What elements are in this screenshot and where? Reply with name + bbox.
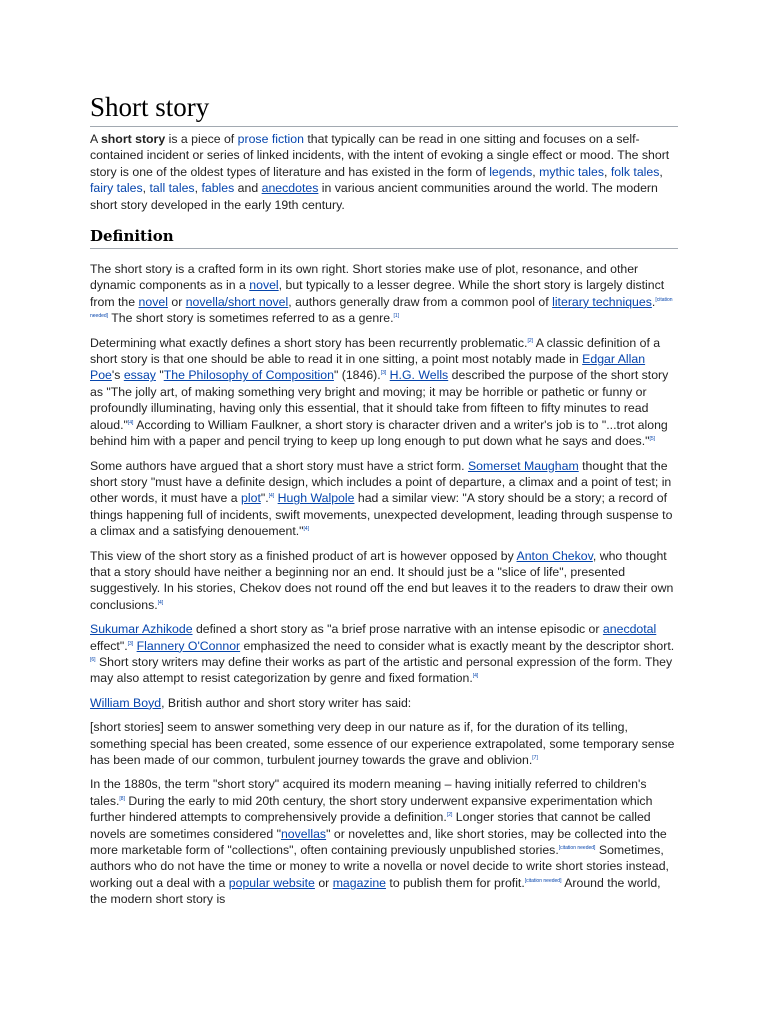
link-anecdotal[interactable]: anecdotal (602, 622, 657, 637)
link-essay[interactable]: essay (123, 368, 156, 383)
link-novel-2[interactable]: novel (138, 294, 168, 309)
link-legends[interactable]: legends (489, 164, 533, 179)
reference[interactable]: [4] (472, 673, 479, 680)
reference[interactable]: [3] (127, 640, 134, 647)
citation-needed[interactable]: [citation needed] (90, 296, 673, 320)
reference[interactable]: [4] (157, 599, 164, 606)
reference[interactable]: [5] (649, 436, 656, 443)
reference[interactable]: [2] (446, 812, 453, 819)
article (90, 90, 678, 916)
link-novel[interactable]: novel (249, 278, 279, 293)
link-fables[interactable]: fables (201, 181, 235, 196)
reference[interactable]: [6] (90, 656, 96, 663)
bold-term: short story (100, 132, 166, 146)
link-sukumar-azhikode[interactable]: Sukumar Azhikode (90, 622, 193, 637)
section-heading-definition: Definition (90, 225, 678, 249)
link-novellas[interactable]: novellas (280, 826, 327, 841)
link-william-boyd[interactable]: William Boyd (90, 695, 162, 710)
reference[interactable]: [2] (527, 337, 533, 344)
link-philosophy-of-composition[interactable]: The Philosophy of Composition (163, 368, 334, 383)
reference[interactable]: [4] (127, 419, 134, 426)
link-flannery-oconnor[interactable]: Flannery O'Connor (136, 638, 241, 653)
quote-paragraph: [short stories] seem to answer something very deep in our nature as if, for the duration of its telling, something special has been created, some essence of our experience extrapolated, some temporary sense has been made of our common, turbulent journey towards the grave and oblivion.[7] (90, 720, 675, 767)
citation-needed[interactable]: [citation needed] (558, 845, 596, 852)
page-title: Short story (90, 90, 678, 127)
reference[interactable]: [8] (119, 795, 125, 802)
link-folk-tales[interactable]: folk tales (610, 164, 660, 179)
paragraph-3: Some authors have argued that a short story must have a strict form. Somerset Maugham thought that the short story "must have a definite design, which includes a point of departure, a climax and a point of test; in other words, it must have a plot".[4] Hugh Walpole had a similar view: "A story should be a story; a record of things happening full of incidents, swift movements, unexpected development, leading through suspense to a climax and a satisfying denouement."[4] (90, 458, 673, 539)
paragraph-5: Sukumar Azhikode defined a short story as "a brief prose narrative with an intense episodic or anecdotal effect".[3] Flannery O'Connor emphasized the need to consider what is exactly meant by the descriptor short.[6] Short story writers may define their works as part of the artistic and personal expression of the form. They may also attempt to resist categorization by genre and fixed formation.[4] (90, 622, 675, 686)
reference[interactable]: [1] (393, 313, 400, 320)
link-somerset-maugham[interactable]: Somerset Maugham (467, 458, 579, 473)
link-plot[interactable]: plot (241, 491, 261, 506)
link-anecdotes[interactable]: anecdotes (261, 181, 319, 196)
link-hg-wells[interactable]: H.G. Wells (389, 368, 449, 383)
link-fairy-tales[interactable]: fairy tales (90, 181, 143, 196)
lead-paragraph: A short story is a piece of prose fiction that typically can be read in one sitting and focuses on a self-contained incident or series of linked incidents, with the intent of evoking a single effect or mood. The short story is one of the oldest types of literature and has existed in the form of legends, mythic tales, folk tales, fairy tales, tall tales, fables and anecdotes in various ancient communities around the world. The modern short story developed in the early 19th century. (90, 132, 670, 212)
reference[interactable]: [4] (268, 493, 275, 500)
link-edgar-allan-poe[interactable]: Edgar Allan Poe (90, 352, 646, 383)
link-novella[interactable]: novella/short novel (185, 294, 289, 309)
link-literary-techniques[interactable]: literary techniques (552, 294, 652, 309)
paragraph-1: The short story is a crafted form in its own right. Short stories make use of plot, resonance, and other dynamic components as in a novel, but typically to a lesser degree. While the short story is largely distinct from the novel or novella/short novel, authors generally draw from a common pool of literary techniques.[citation needed] The short story is sometimes referred to as a genre.[1] (90, 262, 673, 326)
citation-needed[interactable]: [citation needed] (524, 877, 562, 884)
link-tall-tales[interactable]: tall tales (149, 181, 195, 196)
link-anton-chekov[interactable]: Anton Chekov (516, 548, 593, 563)
reference[interactable]: [7] (532, 755, 538, 761)
paragraph-4: This view of the short story as a finished product of art is however opposed by Anton Chekov, who thought that a story should have neither a beginning nor an end. It should just be a "slice of life", presented suggestively. In his stories, Chekov does not round off the end but leaves it to the readers to draw their own conclusions.[4] (90, 548, 674, 612)
reference[interactable]: [4] (303, 526, 310, 533)
link-hugh-walpole[interactable]: Hugh Walpole (277, 491, 355, 506)
paragraph-8: In the 1880s, the term "short story" acquired its modern meaning – having initially referred to children's tales.[8] During the early to mid 20th century, the short story underwent expansive experimentation which further hindered attempts to comprehensively provide a definition.[2] Longer stories that cannot be called novels are sometimes considered "novellas" or novelettes and, like short stories, may be collected into the more marketable form of "collections", often containing previously unpublished stories.[citation needed] Sometimes, authors who do not have the time or money to write a novella or novel decide to write short stories instead, working out a deal with a popular website or magazine to publish them for profit.[citation needed] Around the world, the modern short story is (90, 777, 669, 907)
link-popular-website[interactable]: popular website (228, 875, 315, 890)
paragraph-2: Determining what exactly defines a short story has been recurrently problematic.[2] A classic definition of a short story is that one should be able to read it in one sitting, a point most notably made in Edgar Allan Poe's essay "The Philosophy of Composition" (1846).[3] H.G. Wells described the purpose of the short story as "The jolly art, of making something very bright and moving; it may be horrible or pathetic or funny or profoundly illuminating, having only this essential, that it should take from fifteen to fifty minutes to read aloud."[4] According to William Faulkner, a short story is character driven and a writer's job is to "...trot along behind him with a paper and pencil trying to keep up long enough to put down what he says and does."[5] (90, 335, 669, 449)
paragraph-6: William Boyd, British author and short story writer has said: (90, 695, 412, 710)
link-mythic-tales[interactable]: mythic tales (539, 164, 605, 179)
link-prose-fiction[interactable]: prose fiction (237, 132, 304, 146)
reference[interactable]: [3] (380, 370, 387, 377)
link-magazine[interactable]: magazine (332, 875, 387, 890)
